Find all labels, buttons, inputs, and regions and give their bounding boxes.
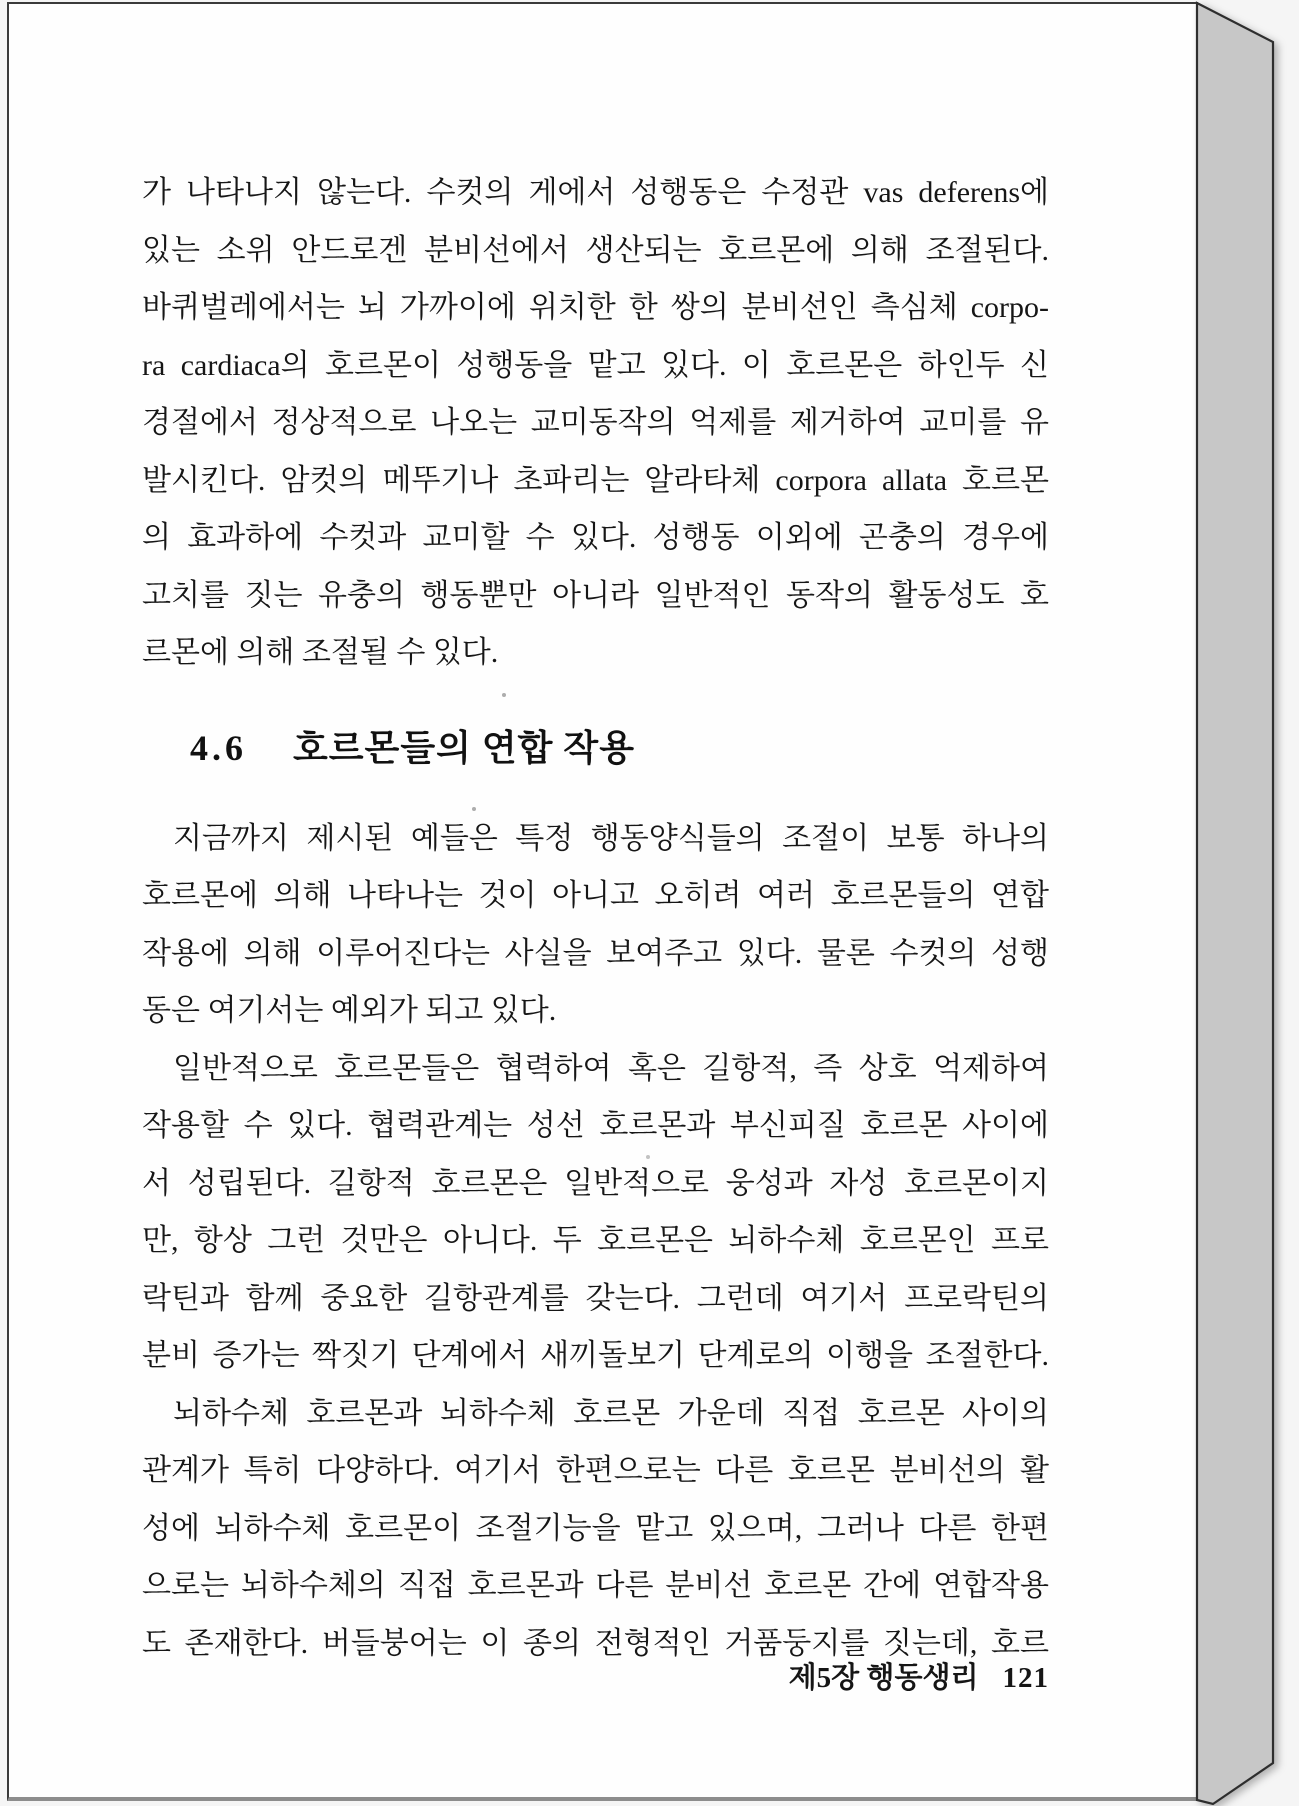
text-line: 으로는 뇌하수체의 직접 호르몬과 다른 분비선 호르몬 간에 연합작용 <box>142 1569 1049 1602</box>
text-line: 고치를 짓는 유충의 행동뿐만 아니라 일반적인 동작의 활동성도 호 <box>142 578 1049 612</box>
text-line: 도 존재한다. 버들붕어는 이 종의 전형적인 거품둥지를 짓는데, 호르 <box>142 1626 1049 1660</box>
section-number: 4.6 <box>190 727 247 768</box>
text-line: 가 나타나지 않는다. 수컷의 게에서 성행동은 수정관 vas deferens에 <box>142 176 1049 209</box>
chapter-label: 제5장 행동생리 <box>788 1662 979 1694</box>
text-line: 바퀴벌레에서는 뇌 가까이에 위치한 한 쌍의 분비선인 측심체 corpo- <box>142 291 1049 324</box>
paragraph-4 <box>142 1385 1049 1673</box>
text-line: 관계가 특히 다양하다. 여기서 한편으로는 다른 호르몬 분비선의 활 <box>142 1454 1049 1487</box>
paragraph-1 <box>142 164 1049 682</box>
text-line: 분비 증가는 짝짓기 단계에서 새끼돌보기 단계로의 이행을 조절한다. <box>142 1339 1049 1372</box>
text-line: 지금까지 제시된 예들은 특정 행동양식들의 조절이 보통 하나의 <box>173 821 1049 855</box>
paragraph-3 <box>142 1040 1049 1385</box>
text-line: 서 성립된다. 길항적 호르몬은 일반적으로 웅성과 자성 호르몬이지 <box>142 1166 1049 1200</box>
section-heading <box>142 719 1049 777</box>
text-line: 작용에 의해 이루어진다는 사실을 보여주고 있다. 물론 수컷의 성행 <box>142 936 1049 970</box>
scan-speck <box>646 1155 650 1159</box>
text-line: 만, 항상 그런 것만은 아니다. 두 호르몬은 뇌하수체 호르몬인 프로 <box>142 1224 1049 1257</box>
book-edge-polygon <box>1197 3 1273 1804</box>
text-line: 성에 뇌하수체 호르몬이 조절기능을 맡고 있으며, 그러나 다른 한편 <box>142 1511 1049 1545</box>
scan-speck <box>472 807 476 811</box>
text-line: 경절에서 정상적으로 나오는 교미동작의 억제를 제거하여 교미를 유 <box>142 406 1049 439</box>
page-footer <box>142 1658 1049 1698</box>
text-line: 작용할 수 있다. 협력관계는 성선 호르몬과 부신피질 호르몬 사이에 <box>142 1109 1049 1142</box>
text-line: 르몬에 의해 조절될 수 있다. <box>142 636 499 669</box>
text-line: 의 효과하에 수컷과 교미할 수 있다. 성행동 이외에 곤충의 경우에 <box>142 521 1049 554</box>
text-line: 뇌하수체 호르몬과 뇌하수체 호르몬 가운데 직접 호르몬 사이의 <box>173 1396 1049 1430</box>
text-line: 있는 소위 안드로겐 분비선에서 생산되는 호르몬에 의해 조절된다. <box>142 233 1049 267</box>
paragraph-2 <box>142 810 1049 1040</box>
text-line: 발시킨다. 암컷의 메뚜기나 초파리는 알라타체 corpora allata 호르몬 <box>142 463 1049 497</box>
text-line: 동은 여기서는 예외가 되고 있다. <box>142 994 557 1027</box>
text-column <box>142 164 1049 1672</box>
scan-speck <box>502 693 506 697</box>
text-line: 일반적으로 호르몬들은 협력하여 혹은 길항적, 즉 상호 억제하여 <box>173 1051 1049 1085</box>
text-line: 호르몬에 의해 나타나는 것이 아니고 오히려 여러 호르몬들의 연합 <box>142 879 1049 912</box>
text-line: ra cardiaca의 호르몬이 성행동을 맡고 있다. 이 호르몬은 하인두 신 <box>142 348 1049 382</box>
page-surface <box>7 2 1198 1801</box>
section-title: 호르몬들의 연합 작용 <box>293 727 635 768</box>
text-line: 락틴과 함께 중요한 길항관계를 갖는다. 그런데 여기서 프로락틴의 <box>142 1281 1049 1315</box>
page-number: 121 <box>1002 1662 1049 1694</box>
